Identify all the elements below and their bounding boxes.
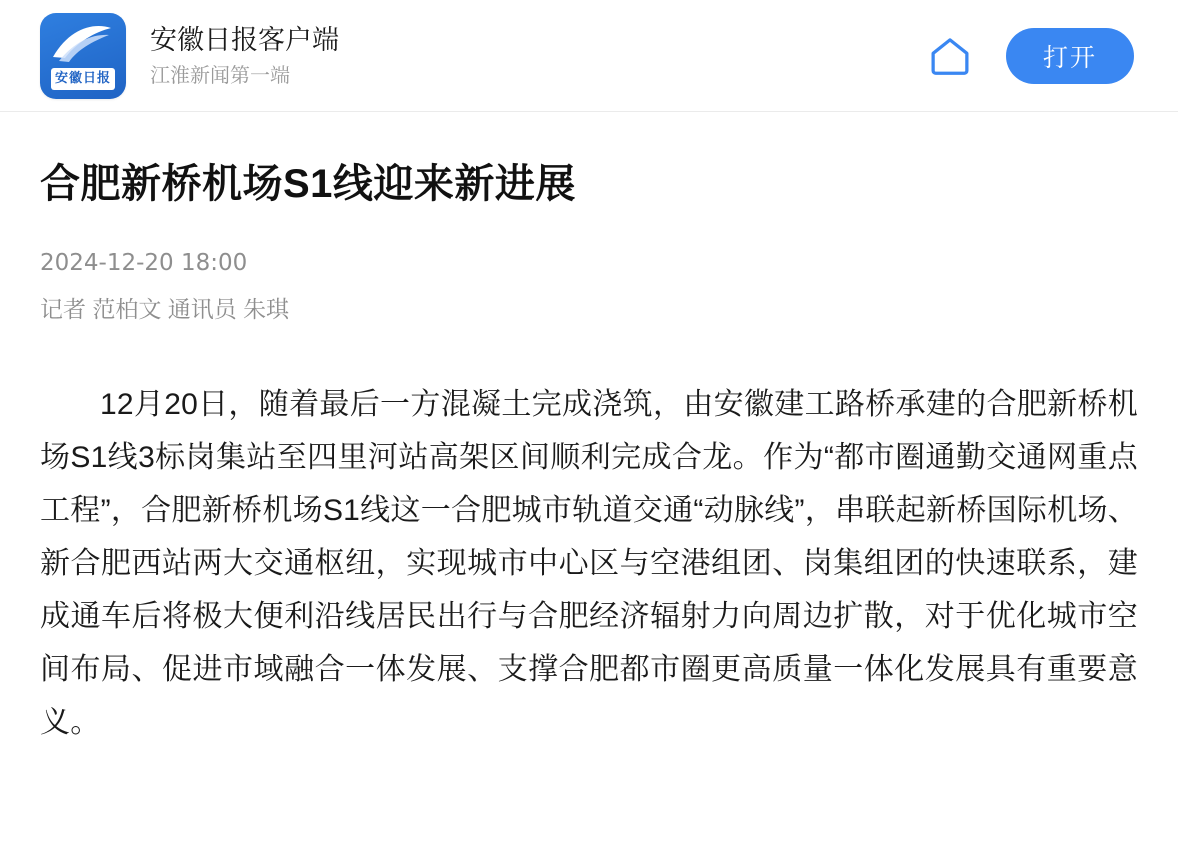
logo-plate-text: 安徽日报 [51, 68, 115, 90]
article-headline: 合肥新桥机场S1线迎来新进展 [40, 162, 576, 206]
article-paragraph: 12月20日，随着最后一方混凝土完成浇筑，由安徽建工路桥承建的合肥新桥机场S1线3标岗集站至四里河站高架区间顺利完成合龙。作为“都市圈通勤交通网重点工程”，合肥新桥机场S1线这一合肥城市轨道交通“动脉线”，串联起新桥国际机场、新合肥西站两大交通枢纽，实现城市中心区与空港组团、岗集组团的快速联系，建成通车后将极大便利沿线居民出行与合肥经济辐射力向周边扩散，对于优化城市空间布局、促进市域融合一体发展、支撑合肥都市圈更高质量一体化发展具有重要意义。 [40, 388, 1138, 739]
home-icon-glyph [927, 33, 973, 79]
article-author: 记者 范柏文 通讯员 朱琪 [40, 296, 290, 322]
article-date: 2024-12-20 18:00 [40, 250, 248, 276]
open-app-button[interactable]: 打开 [1006, 28, 1134, 84]
home-icon[interactable] [924, 30, 976, 82]
brand-block [150, 21, 924, 91]
app-title: 安徽日报客户端 [150, 24, 339, 55]
app-logo [40, 13, 126, 99]
article [0, 112, 1178, 749]
app-subtitle: 江淮新闻第一端 [150, 64, 290, 87]
swoosh-icon [49, 24, 115, 64]
app-header [0, 0, 1178, 112]
